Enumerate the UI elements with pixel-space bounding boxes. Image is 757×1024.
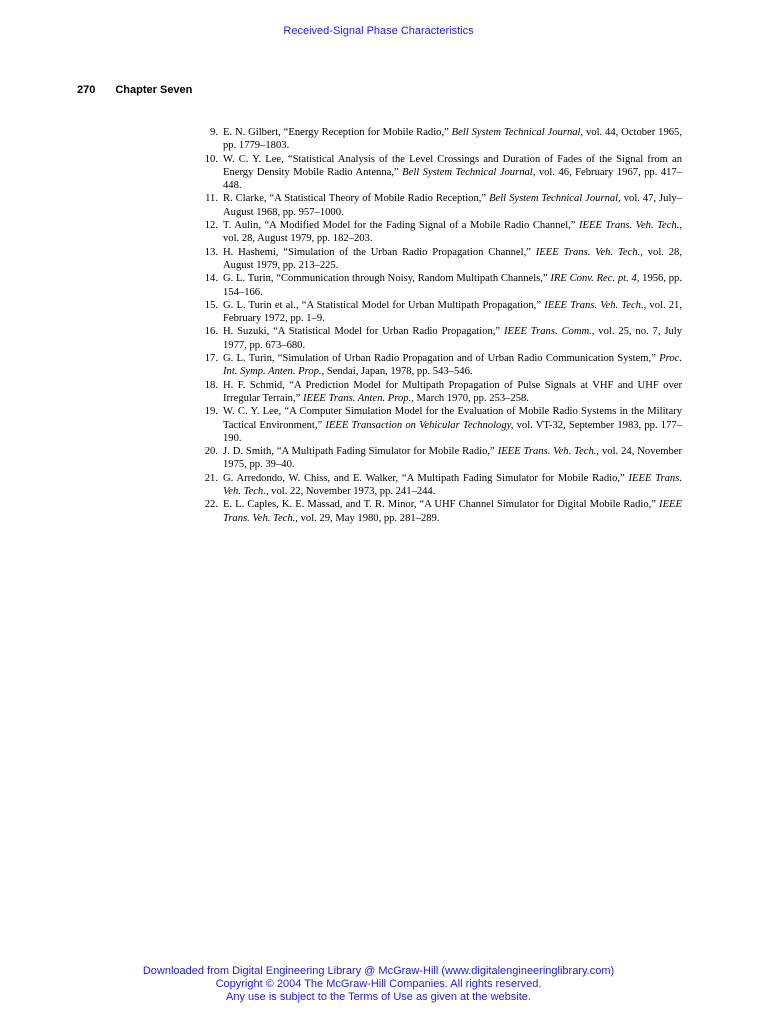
page-number: 270 bbox=[77, 84, 96, 96]
reference-number: 19. bbox=[204, 406, 218, 418]
reference-text: T. Aulin, “A Modified Model for the Fading Signal of a Mobile Radio Channel,” bbox=[223, 220, 579, 232]
reference-item bbox=[200, 352, 682, 379]
reference-text: R. Clarke, “A Statistical Theory of Mobile Radio Reception,” bbox=[223, 193, 490, 205]
reference-item bbox=[200, 272, 682, 299]
reference-item bbox=[200, 498, 682, 525]
reference-text: vol. VT-32, September 1983, pp. 177–190. bbox=[223, 419, 682, 444]
chapter-title: Chapter Seven bbox=[115, 84, 193, 96]
reference-journal: Proc. Int. Symp. Anten. Prop., bbox=[223, 353, 682, 378]
reference-number: 17. bbox=[204, 353, 218, 365]
reference-journal: Bell System Technical Journal, bbox=[489, 193, 621, 205]
reference-text: vol. 25, no. 7, July 1977, pp. 673–680. bbox=[223, 326, 682, 351]
reference-number: 12. bbox=[204, 220, 218, 232]
reference-journal: IEEE Trans. Anten. Prop., bbox=[302, 392, 414, 404]
reference-text: W. C. Y. Lee, “A Computer Simulation Model for the Evaluation of Mobile Radio Systems in the Military Tactical Environment,” bbox=[223, 406, 682, 431]
reference-text: vol. 22, November 1973, pp. 241–244. bbox=[268, 486, 436, 498]
footer-download-link[interactable]: Downloaded from Digital Engineering Library @ McGraw-Hill (www.digitalengineeringlibrary.com) bbox=[142, 965, 615, 977]
reference-journal: IEEE Trans. Veh. Tech., bbox=[535, 246, 643, 258]
reference-journal: Bell System Technical Journal, bbox=[402, 166, 536, 178]
reference-journal: IEEE Trans. Veh. Tech., bbox=[544, 299, 647, 311]
reference-journal: IEEE Trans. Veh. Tech., bbox=[497, 446, 600, 458]
reference-text: Sendai, Japan, 1978, pp. 543–546. bbox=[324, 366, 473, 378]
running-title-link[interactable]: Received-Signal Phase Characteristics bbox=[283, 25, 474, 37]
reference-item bbox=[200, 126, 682, 153]
reference-number: 10. bbox=[204, 153, 218, 165]
reference-text: vol. 47, July–August 1968, pp. 957–1000. bbox=[223, 193, 682, 218]
reference-text: G. L. Turin, “Simulation of Urban Radio Propagation and of Urban Radio Communication System,” bbox=[223, 353, 660, 365]
reference-text: vol. 28, August 1979, pp. 182–203. bbox=[223, 233, 373, 245]
reference-number: 14. bbox=[204, 273, 218, 285]
reference-number: 22. bbox=[204, 499, 218, 511]
reference-item bbox=[200, 379, 682, 406]
reference-item bbox=[200, 325, 682, 352]
reference-text: G. L. Turin, “Communication through Noisy, Random Multipath Channels,” bbox=[223, 273, 551, 285]
reference-text: vol. 28, August 1979, pp. 213–225. bbox=[223, 246, 682, 271]
footer-notice bbox=[0, 965, 757, 1004]
reference-journal: IRE Conv. Rec. pt. 4, bbox=[550, 273, 640, 285]
reference-item bbox=[200, 192, 682, 219]
reference-journal: IEEE Transaction on Vehicular Technology, bbox=[325, 419, 514, 431]
reference-list bbox=[200, 126, 682, 525]
footer-copyright[interactable]: Copyright © 2004 The McGraw-Hill Companies. All rights reserved. bbox=[215, 978, 542, 990]
reference-item bbox=[200, 405, 682, 445]
reference-number: 20. bbox=[204, 446, 218, 458]
reference-text: vol. 29, May 1980, pp. 281–289. bbox=[297, 512, 440, 524]
reference-text: vol. 46, February 1967, pp. 417–448. bbox=[223, 166, 683, 192]
reference-item bbox=[200, 246, 682, 273]
reference-text: vol. 21, February 1972, pp. 1–9. bbox=[223, 299, 683, 325]
reference-text: 1956, pp. 154–166. bbox=[223, 273, 682, 298]
reference-item bbox=[200, 445, 682, 472]
reference-journal: IEEE Trans. Veh. Tech., bbox=[223, 499, 682, 524]
reference-journal: Bell System Technical Journal, bbox=[451, 127, 584, 138]
page-header bbox=[77, 84, 192, 96]
reference-journal: IEEE Trans. Comm., bbox=[504, 326, 595, 338]
reference-text: J. D. Smith, “A Multipath Fading Simulator for Mobile Radio,” bbox=[223, 446, 498, 458]
reference-text: W. C. Y. Lee, “Statistical Analysis of the Level Crossings and Duration of Fades of the Signal from an Energy Density Mobile Radio Antenna,” bbox=[223, 153, 682, 178]
reference-item bbox=[200, 472, 682, 499]
reference-number: 11. bbox=[205, 193, 218, 205]
reference-number: 16. bbox=[204, 326, 218, 338]
reference-text: H. Hashemi, “Simulation of the Urban Radio Propagation Channel,” bbox=[223, 246, 536, 258]
reference-journal: IEEE Trans. Veh. Tech., bbox=[578, 220, 682, 232]
reference-item bbox=[200, 219, 682, 246]
reference-text: H. Suzuki, “A Statistical Model for Urban Radio Propagation,” bbox=[223, 326, 504, 338]
reference-number: 15. bbox=[204, 299, 218, 311]
footer-terms[interactable]: Any use is subject to the Terms of Use as given at the website. bbox=[226, 991, 531, 1003]
reference-text: vol. 24, November 1975, pp. 39–40. bbox=[223, 446, 682, 471]
reference-number: 13. bbox=[204, 246, 218, 258]
reference-text: H. F. Schmid, “A Prediction Model for Multipath Propagation of Pulse Signals at VHF and UHF over Irregular Terrain,” bbox=[223, 379, 682, 404]
reference-text: March 1970, pp. 253–258. bbox=[413, 392, 529, 404]
reference-text: G. Arredondo, W. Chiss, and E. Walker, “A Multipath Fading Simulator for Mobile Radio,” bbox=[223, 472, 629, 484]
reference-number: 21. bbox=[204, 472, 218, 484]
reference-item bbox=[200, 153, 682, 193]
reference-item bbox=[200, 299, 682, 326]
reference-text: G. L. Turin et al., “A Statistical Model for Urban Multipath Propagation,” bbox=[223, 299, 545, 311]
reference-number: 18. bbox=[204, 379, 218, 391]
reference-text: E. N. Gilbert, “Energy Reception for Mobile Radio,” bbox=[223, 127, 452, 138]
reference-number: 9. bbox=[210, 127, 218, 138]
reference-journal: IEEE Trans. Veh. Tech., bbox=[223, 472, 682, 498]
reference-text: E. L. Caples, K. E. Massad, and T. R. Minor, “A UHF Channel Simulator for Digital Mobile Radio,” bbox=[223, 499, 660, 511]
reference-text: vol. 44, October 1965, pp. 1779–1803. bbox=[223, 127, 682, 152]
